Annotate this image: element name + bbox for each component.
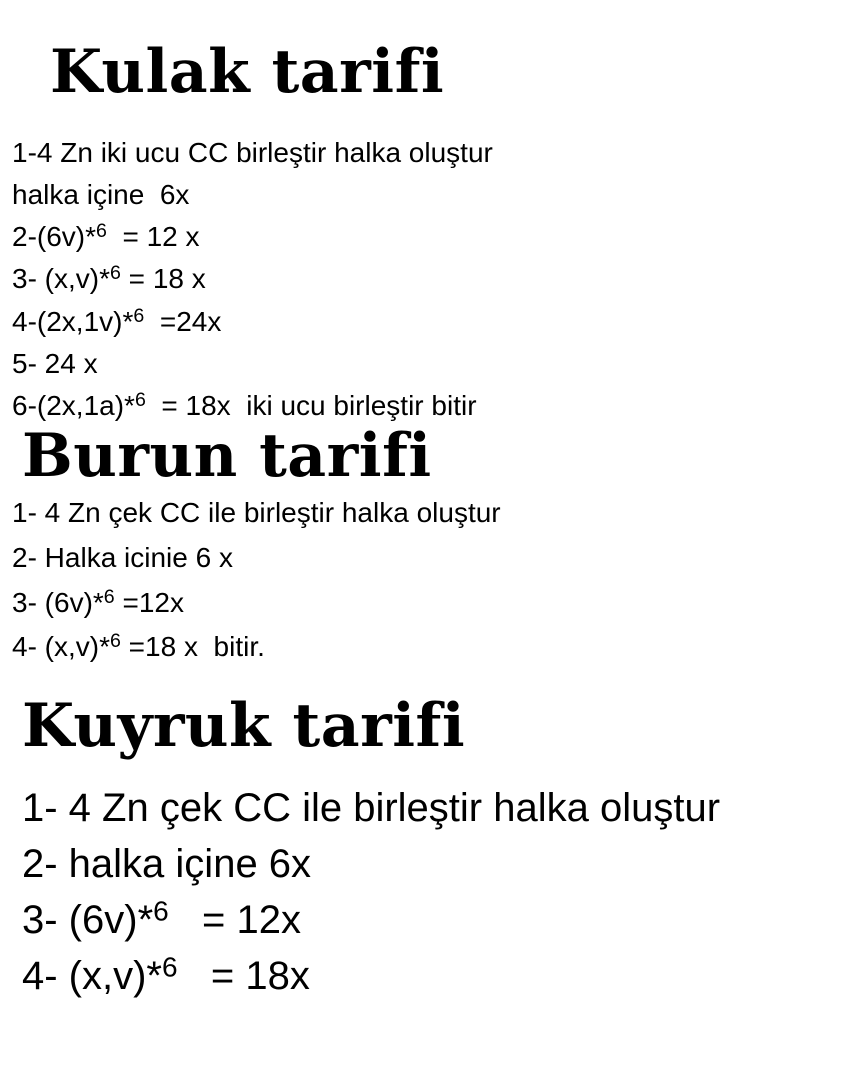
instruction-line xyxy=(12,305,222,337)
instruction-text: 4- (x,v)* xyxy=(12,631,110,662)
instruction-result: = 18x iki ucu birleştir bitir xyxy=(145,390,477,421)
instruction-result: = 18x xyxy=(177,954,310,998)
instruction-line xyxy=(12,262,206,294)
exponent: 6 xyxy=(133,305,145,328)
instruction-result: = 12 x xyxy=(106,221,200,252)
instruction-text: 2- Halka icinie 6 x xyxy=(12,542,233,573)
instruction-result: = 18 x xyxy=(120,263,206,294)
instruction-line xyxy=(22,951,310,998)
exponent: 6 xyxy=(134,389,146,412)
exponent: 6 xyxy=(110,262,121,285)
exponent: 6 xyxy=(162,951,178,983)
instruction-line xyxy=(12,499,501,527)
instruction-text: 1- 4 Zn çek CC ile birleştir halka oluştur xyxy=(12,497,501,528)
instruction-line xyxy=(12,389,477,421)
instruction-line xyxy=(12,220,200,252)
instruction-text: 6-(2x,1a)* xyxy=(12,390,135,421)
instruction-result: =18 x bitir. xyxy=(120,631,265,662)
instruction-text: 2-(6v)* xyxy=(12,221,97,252)
instruction-result: = 12x xyxy=(168,898,302,942)
instruction-text: halka içine 6x xyxy=(12,179,190,210)
instruction-line xyxy=(12,181,189,209)
instruction-text: 1- 4 Zn çek CC ile birleştir halka oluştur xyxy=(22,786,721,830)
section-title-kulak: Kulak tarifi xyxy=(50,37,445,107)
instruction-line xyxy=(12,586,184,618)
exponent: 6 xyxy=(96,220,107,243)
section-title-kuyruk: Kuyruk tarifi xyxy=(22,691,466,761)
instruction-line xyxy=(22,895,302,942)
exponent: 6 xyxy=(110,630,121,653)
exponent: 6 xyxy=(153,895,169,927)
instruction-text: 3- (x,v)* xyxy=(12,263,110,294)
instruction-line xyxy=(12,139,493,167)
instruction-text: 3- (6v)* xyxy=(12,587,104,618)
instruction-result: =12x xyxy=(114,587,184,618)
instruction-line xyxy=(22,788,720,828)
section-title-burun: Burun tarifi xyxy=(22,421,432,491)
instruction-text: 2- halka içine 6x xyxy=(22,842,312,886)
exponent: 6 xyxy=(103,586,115,609)
instruction-line xyxy=(12,350,98,378)
instruction-text: 3- (6v)* xyxy=(22,898,154,942)
instruction-line xyxy=(22,844,311,884)
instruction-line xyxy=(12,630,265,662)
instruction-text: 4- (x,v)* xyxy=(22,954,162,998)
instruction-line xyxy=(12,544,233,572)
instruction-text: 4-(2x,1v)* xyxy=(12,306,134,337)
instruction-text: 5- 24 x xyxy=(12,348,98,379)
instruction-text: 1-4 Zn iki ucu CC birleştir halka oluştur xyxy=(12,137,493,168)
instruction-result: =24x xyxy=(144,306,222,337)
